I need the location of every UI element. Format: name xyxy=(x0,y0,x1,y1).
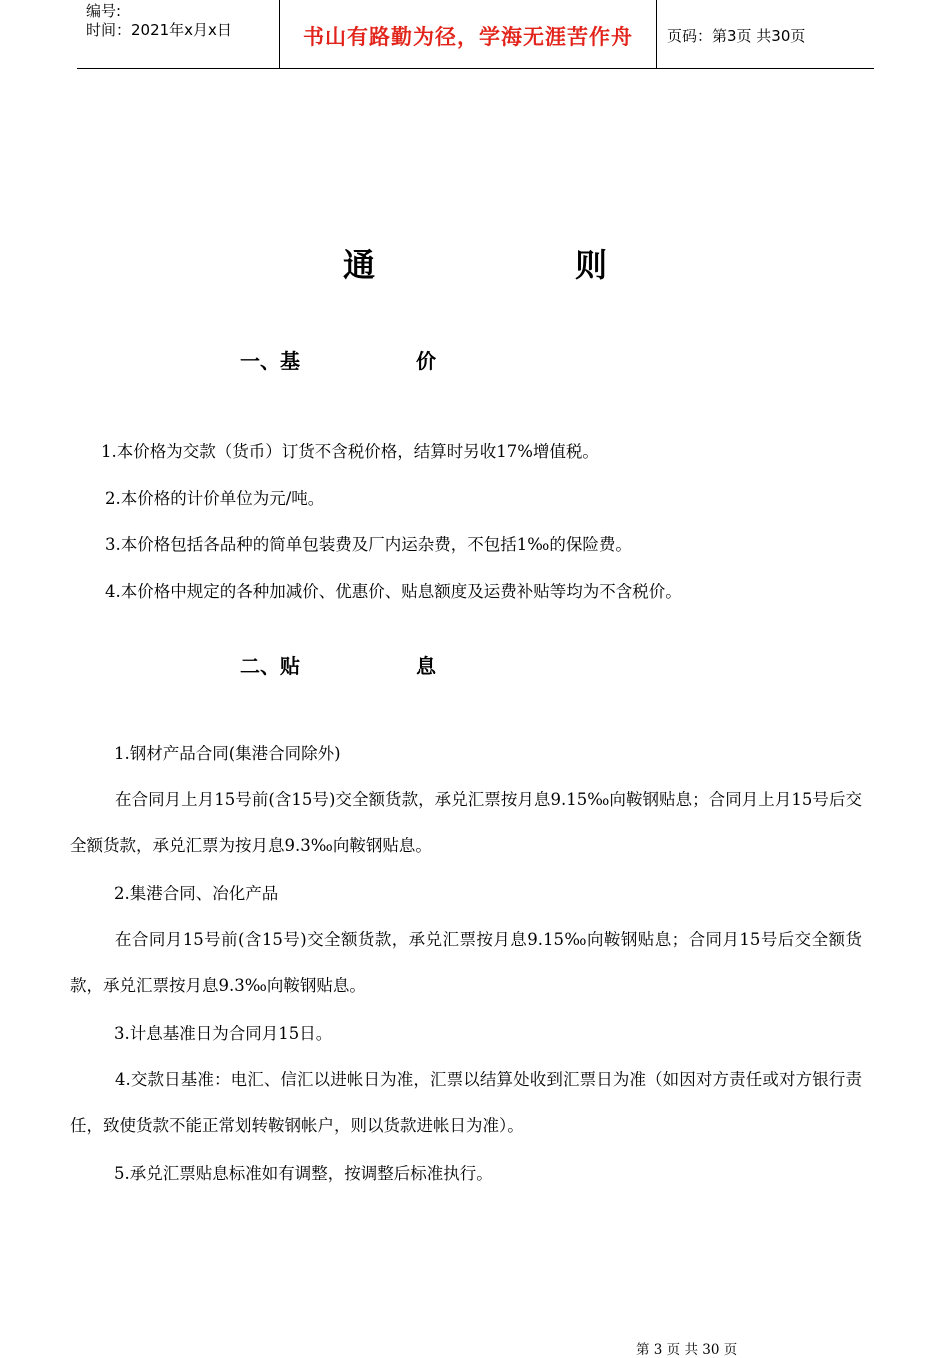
section-1-heading xyxy=(240,345,436,374)
header-motto: 书山有路勤为径，学海无涯苦作舟 xyxy=(280,0,657,68)
section-2-item-1-body: 在合同月上月15号前(含15号)交全额货款，承兑汇票按月息9.15‰向鞍钢贴息；合同月上月15号后交全额货款，承兑汇票为按月息9.3‰向鞍钢贴息。 xyxy=(70,790,862,855)
section-2-item-3: 3.计息基准日为合同月15日。 xyxy=(114,1024,333,1043)
page-footer: 第 3 页 共 30 页 xyxy=(636,1342,738,1358)
section-2-item-4: 4.交款日基准：电汇、信汇以进帐日为准，汇票以结算处收到汇票日为准（如因对方责任或对方银行责任，致使货款不能正常划转鞍钢帐户，则以货款进帐日为准）。 xyxy=(70,1070,862,1135)
section-2-item-2-title: 2.集港合同、冶化产品 xyxy=(114,884,279,903)
section-2-item-1-title: 1.钢材产品合同(集港合同除外) xyxy=(114,744,341,763)
section-1-heading-b: 价 xyxy=(416,349,436,373)
section-2-heading-a: 二、贴 xyxy=(240,654,300,678)
section-2-item-2-body: 在合同月15号前(含15号)交全额货款，承兑汇票按月息9.15‰向鞍钢贴息；合同月15号后交全额货款，承兑汇票按月息9.3‰向鞍钢贴息。 xyxy=(70,930,862,995)
section-2-item-5: 5.承兑汇票贴息标准如有调整，按调整后标准执行。 xyxy=(114,1164,493,1183)
title-char-1: 通 xyxy=(342,246,375,284)
header-meta xyxy=(77,0,280,68)
section-1-heading-a: 一、基 xyxy=(240,349,300,373)
document-title xyxy=(0,240,950,286)
page-header xyxy=(77,0,874,69)
section-1-item-3: 3.本价格包括各品种的简单包装费及厂内运杂费，不包括1‰的保险费。 xyxy=(105,535,632,554)
header-number-label: 编号: xyxy=(86,2,122,20)
section-1-item-2: 2.本价格的计价单位为元/吨。 xyxy=(105,489,325,508)
header-time-label: 时间：2021年x月x日 xyxy=(86,21,232,39)
section-1-item-1: 1.本价格为交款（货币）订货不含税价格，结算时另收17%增值税。 xyxy=(101,442,599,461)
section-2-heading xyxy=(240,650,436,679)
section-2-heading-b: 息 xyxy=(416,654,436,678)
header-page-label: 页码：第3页 共30页 xyxy=(667,26,806,45)
section-1-item-4: 4.本价格中规定的各种加减价、优惠价、贴息额度及运费补贴等均为不含税价。 xyxy=(105,582,682,601)
title-char-2: 则 xyxy=(575,246,608,284)
